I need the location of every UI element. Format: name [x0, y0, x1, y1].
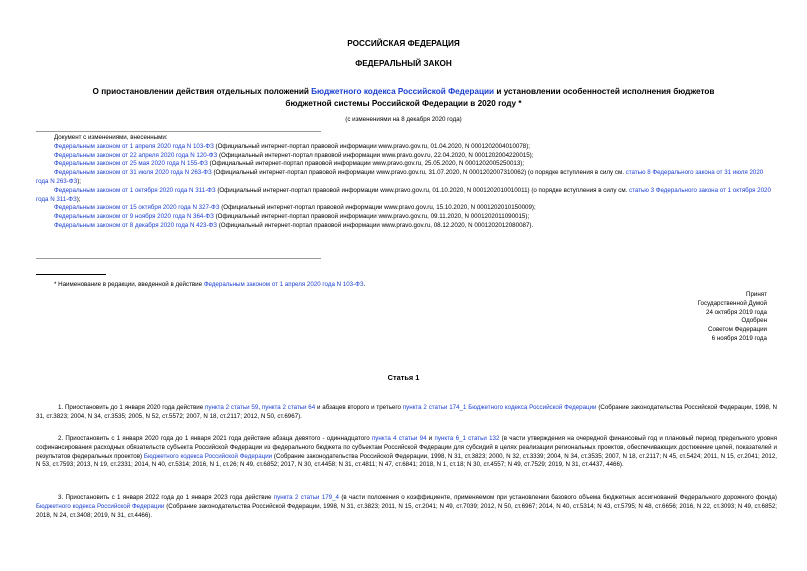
changes-heading: Документ с изменениями, внесенными:	[54, 134, 168, 141]
paragraph-text: 2. Приостановить с 1 января 2020 года до 1 января 2021 года действие абзаца девятого - одиннадцатого	[58, 435, 372, 442]
paragraph-link[interactable]: пункта 2 статьи 59	[205, 404, 259, 411]
header-country: РОССИЙСКАЯ ФЕДЕРАЦИЯ	[347, 39, 460, 48]
paragraph-code-link[interactable]: Бюджетного кодекса Российской Федерации	[36, 502, 165, 510]
paragraph-text: и	[426, 435, 435, 442]
change-link[interactable]: Федеральным законом от 25 мая 2020 года N 155-ФЗ	[54, 160, 208, 168]
adoption-line: Советом Федерации	[708, 326, 767, 334]
change-tail: );	[77, 177, 81, 185]
change-item	[36, 222, 777, 231]
adoption-line: Одобрен	[741, 317, 767, 325]
change-text: (Официальный интернет-портал правовой информации www.pravo.gov.ru, 22.04.2020, N 0001202004220015);	[217, 151, 534, 159]
footnote-suffix: .	[363, 281, 366, 288]
adoption-line: 6 ноября 2019 года	[711, 334, 767, 342]
footnote	[36, 281, 777, 290]
change-link[interactable]: Федеральным законом от 31 июля 2020 года N 263-ФЗ	[54, 169, 212, 177]
change-article-link[interactable]: статью 3 Федерального закона от 1 октября 2020 года N 311-ФЗ	[36, 186, 771, 203]
change-text: (Официальный интернет-портал правовой информации www.pravo.gov.ru, 15.10.2020, N 0001202010150009);	[219, 204, 536, 212]
paragraph-link[interactable]: пункта 2 статьи 174_1	[402, 404, 467, 411]
change-item	[36, 169, 777, 187]
change-link[interactable]: Федеральным законом от 22 апреля 2020 года N 120-ФЗ	[54, 151, 218, 159]
change-item	[36, 143, 777, 152]
paragraph-text: 3. Приостановить с 1 января 2022 года до 1 января 2023 года действие	[58, 494, 274, 501]
change-link[interactable]: Федеральным законом от 8 декабря 2020 года N 423-ФЗ	[54, 221, 217, 229]
paragraph-text: (Собрание законодательства Российской Федерации, 1998, N 31, ст.3823; 2011, N 15, ст.2041; N 49, ст.7039; 2012, N 50, ст.6967; 2014, N 40, ст.5314; N 43, ст.5795; N 48, ст.6656; 2016, N 22, ст.3093; N 49, ст.6852; 2018, N 24, ст.3408; 2019, N 31, ст.4466).	[36, 502, 777, 519]
change-text: (Официальный интернет-портал правовой информации www.pravo.gov.ru, 31.07.2020, N 0001202007310062) (о порядке вступления в силу см.	[211, 169, 626, 177]
paragraph-code-link[interactable]: Бюджетного кодекса Российской Федерации	[468, 404, 597, 411]
paragraph-text: 1. Приостановить до 1 января 2020 года действие	[58, 404, 205, 411]
article-paragraph-3	[36, 494, 777, 520]
article-heading: Статья 1	[387, 373, 420, 382]
adoption-line: Принят	[746, 291, 767, 298]
footnote-separator	[36, 274, 106, 275]
paragraph-text: (в части утверждения на очередной финансовый год и плановый период предельного уровня софинансирования расходных обязательств субъекта Российской Федерации из федерального бюджета по субъектам Российской Федерации для субсидий в целях реализации региональных проектов, обеспечивающих достижение целей, показателей и результатов федеральных проектов)	[36, 435, 777, 460]
adoption-line: 24 октября 2019 года	[706, 308, 767, 316]
divider-bottom	[36, 258, 321, 259]
paragraph-link[interactable]: пункта 2 статьи 179_4	[273, 494, 339, 501]
change-item	[36, 187, 777, 205]
paragraph-link[interactable]: пункта 6_1 статьи 132	[434, 435, 500, 442]
paragraph-text: и абзацев второго и третьего	[315, 404, 403, 411]
footnote-prefix: * Наименование в редакции, введенной в действие	[54, 281, 204, 288]
change-article-link[interactable]: статью 8 Федерального закона от 31 июля 2020 года N 263-ФЗ	[36, 169, 764, 185]
change-tail: );	[76, 195, 81, 203]
paragraph-text: (в части положения о коэффициенте, применяемом при установлении базового объема бюджетных ассигнований Федерального дорожного фонда)	[338, 494, 777, 501]
article-paragraph-2	[36, 435, 777, 470]
paragraph-code-link[interactable]: Бюджетного кодекса Российской Федерации	[143, 452, 273, 460]
edited-note: (с изменениями на 8 декабря 2020 года)	[345, 116, 462, 123]
header-law-type: ФЕДЕРАЛЬНЫЙ ЗАКОН	[355, 59, 452, 68]
footnote-link[interactable]: Федеральным законом от 1 апреля 2020 года N 103-ФЗ	[203, 281, 364, 288]
adoption-block	[567, 291, 767, 344]
change-item	[36, 160, 777, 169]
change-item	[36, 213, 777, 222]
paragraph-link[interactable]: пункта 2 статьи 64	[261, 404, 316, 411]
title-prefix: О приостановлении действия отдельных положений	[92, 87, 312, 96]
change-text: (Официальный интернет-портал правовой информации www.pravo.gov.ru, 09.11.2020, N 0001202011090015);	[213, 213, 530, 221]
change-item	[36, 152, 777, 161]
paragraph-text: (Собрание законодательства Российской Федерации, 1998, N 31, ст.3823; 2000, N 32, ст.3339; 2004, N 34, ст.3535; 2007, N 18, ст.2117; N 45, ст.5424; 2011, N 15, ст.2041; 2012, N 53, ст.7593; 2013, N 19, ст.2331; 2014, N 40, ст.5314; 2016, N 1, ст.26; N 49, ст.6852; 2017, N 30, ст.4458; N 31, ст.4811; N 47, ст.6841; 2018, N 1, ст.18; N 30, ст.4557; N 49, ст.7529; 2019, N 31, ст.4437, 4466).	[36, 452, 777, 469]
paragraph-text: ,	[258, 404, 262, 411]
paragraph-text: (Собрание законодательства Российской Федерации, 1998, N 31, ст.3823; 2004, N 34, ст.3535; 2005, N 52, ст.5572; 2007, N 18, ст.2117; 2012, N 50, ст.6967).	[36, 404, 777, 420]
divider-top	[36, 131, 321, 132]
change-text: (Официальный интернет-портал правовой информации www.pravo.gov.ru, 08.12.2020, N 0001202012080087).	[216, 221, 534, 229]
paragraph-link[interactable]: пункта 4 статьи 94	[371, 435, 427, 442]
change-item	[36, 204, 777, 213]
title-suffix: и установлении особенностей исполнения бюджетов бюджетной системы Российской Федерации в 2020 году *	[285, 87, 715, 108]
change-link[interactable]: Федеральным законом от 1 апреля 2020 года N 103-ФЗ	[54, 142, 214, 150]
change-link[interactable]: Федеральным законом от 15 октября 2020 года N 327-ФЗ	[54, 204, 220, 212]
change-text: (Официальный интернет-портал правовой информации www.pravo.gov.ru, 25.05.2020, N 0001202005250013);	[207, 160, 525, 168]
document-title	[80, 86, 727, 110]
change-link[interactable]: Федеральным законом от 9 ноября 2020 года N 364-ФЗ	[54, 213, 214, 221]
change-link[interactable]: Федеральным законом от 1 октября 2020 года N 311-ФЗ	[54, 186, 216, 194]
change-text: (Официальный интернет-портал правовой информации www.pravo.gov.ru, 01.04.2020, N 0001202004010078);	[213, 142, 530, 150]
adoption-line: Государственной Думой	[697, 299, 767, 307]
title-code-link[interactable]: Бюджетного кодекса Российской Федерации	[311, 87, 495, 96]
article-paragraph-1	[36, 404, 777, 422]
change-text: (Официальный интернет-портал правовой информации www.pravo.gov.ru, 01.10.2020, N 0001202010010011) (о порядке вступления в силу см.	[215, 186, 630, 194]
changes-block	[36, 134, 777, 231]
